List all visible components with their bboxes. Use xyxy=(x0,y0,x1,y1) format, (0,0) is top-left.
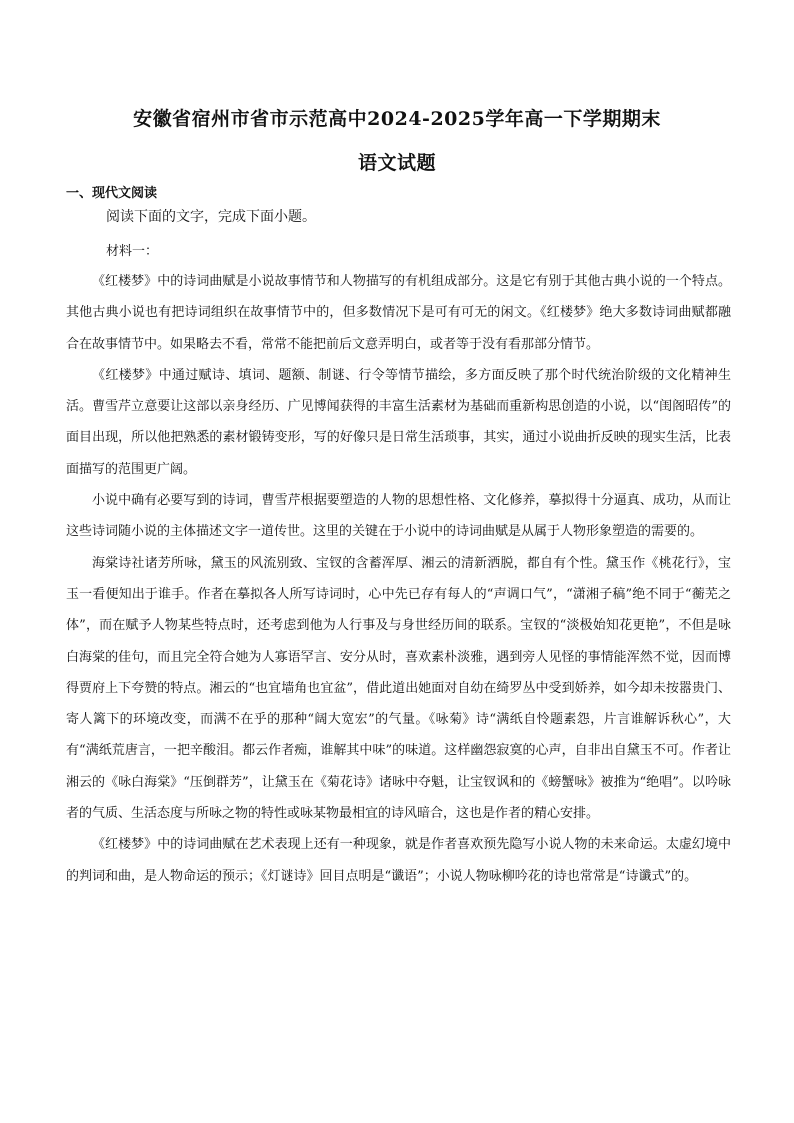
reading-instruction: 阅读下面的文字，完成下面小题。 xyxy=(106,209,316,225)
article-body xyxy=(66,266,731,892)
section-heading: 一、现代文阅读 xyxy=(66,186,158,201)
paragraph: 小说中确有必要写到的诗词，曹雪芹根据要塑造的人物的思想性格、文化修养，摹拟得十分逼真、成功，从而让这些诗词随小说的主体描述文字一道传世。这里的关键在于小说中的诗词曲赋是从属于人物形象塑造的需要的。 xyxy=(66,493,731,540)
paragraph: 海棠诗社诸芳所咏，黛玉的风流别致、宝钗的含蓄浑厚、湘云的清新洒脱，都自有个性。黛玉作《桃花行》，宝玉一看便知出于谁手。作者在摹拟各人所写诗词时，心中先已存有每人的“声调口气”，“潇湘子稿”绝不同于“蘅芜之体”，而在赋予人物某些特点时，还考虑到他为人行事及与身世经历间的联系。宝钗的“淡极始知花更艳”，不但是咏白海棠的佳句，而且完全符合她为人寡语罕言、安分从时，喜欢素朴淡雅，遇到旁人见怪的事情能浑然不觉，因而博得贾府上下夸赞的特点。湘云的“也宜墙角也宜盆”，借此道出她面对自幼在绮罗丛中受到娇养，如今却未按嚣贵门、寄人篱下的环境改变，而满不在乎的那种“阔大宽宏”的气量。《咏菊》诗“满纸自怜题素怨，片言谁解诉秋心”，大有“满纸荒唐言，一把辛酸泪。都云作者痴，谁解其中味”的味道。这样幽怨寂寞的心声，自非出自黛玉不可。作者让湘云的《咏白海棠》“压倒群芳”，让黛玉在《菊花诗》诸咏中夺魁，让宝钗讽和的《螃蟹咏》被推为“绝唱”。以吟咏者的气质、生活态度与所咏之物的特性或咏某物最相宜的诗风暗合，这也是作者的精心安排。 xyxy=(66,555,731,822)
paragraph: 《红楼梦》中通过赋诗、填词、题额、制谜、行令等情节描绘，多方面反映了那个时代统治阶级的文化精神生活。曹雪芹立意要让这部以亲身经历、广见博闻获得的丰富生活素材为基础而重新构思创造的小说，以“闺阁昭传”的面目出现，所以他把熟悉的素材锻铸变形，写的好像只是日常生活琐事，其实，通过小说曲折反映的现实生活，比表面描写的范围更广阔。 xyxy=(66,367,731,477)
paragraph: 《红楼梦》中的诗词曲赋在艺术表现上还有一种现象，就是作者喜欢预先隐写小说人物的未来命运。太虚幻境中的判词和曲，是人物命运的预示；《灯谜诗》回目点明是“谶语”；小说人物咏柳吟花的诗也常常是“诗谶式”的。 xyxy=(66,837,731,884)
document-subtitle: 语文试题 xyxy=(357,152,436,174)
paragraph: 《红楼梦》中的诗词曲赋是小说故事情节和人物描写的有机组成部分。这是它有别于其他古典小说的一个特点。其他古典小说也有把诗词组织在故事情节中的，但多数情况下是可有可无的闲文。《红楼梦》绝大多数诗词曲赋都融合在故事情节中。如果略去不看，常常不能把前后文意弄明白，或者等于没有看那部分情节。 xyxy=(66,274,731,352)
material-label: 材料一： xyxy=(106,244,159,259)
document-title: 安徽省宿州市省市示范高中2024-2025学年高一下学期期末 xyxy=(133,108,661,130)
